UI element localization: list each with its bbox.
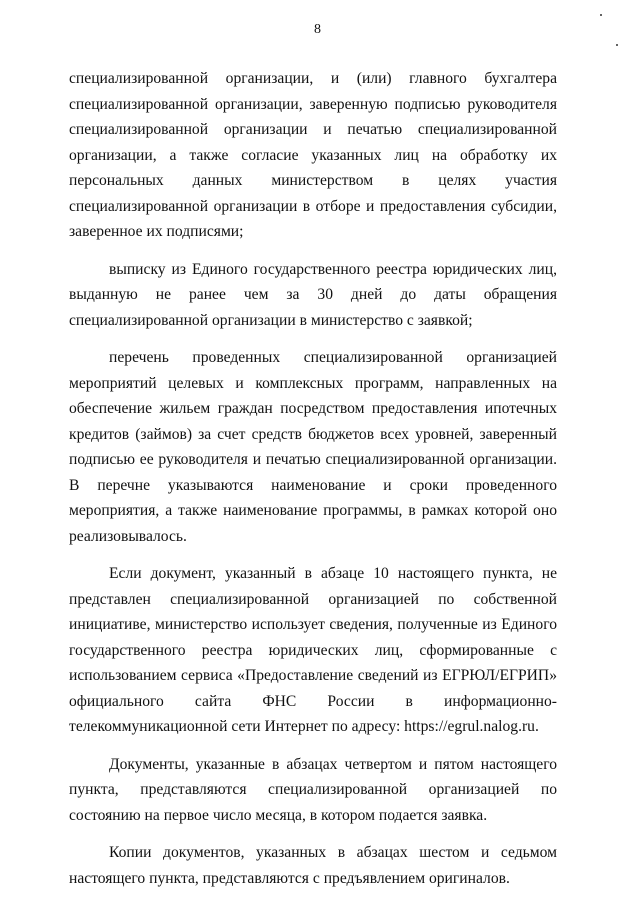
paragraph-egrul-info: Если документ, указанный в абзаце 10 настоящего пункта, не представлен специализированной организацией по собственной инициативе, министерство использует сведения, полученные из Единого государственного реестра юридических лиц, сформированные с использованием сервиса «Предоставление сведений из ЕГРЮЛ/ЕГРИП» официального сайта ФНС России в информационно-телекоммуникационной сети Интернет по адресу: https://egrul.nalog.ru. bbox=[69, 565, 557, 735]
scan-speck bbox=[616, 44, 618, 46]
paragraph-continuation: специализированной организации, и (или) главного бухгалтера специализированной организации, заверенную подписью руководителя специализированной организации и печатью специализированной организации, а также согласие указанных лиц на обработку их персональных данных министерством в целях участия специализированной организации в отборе и предоставления субсидии, заверенное их подписями; bbox=[69, 70, 557, 240]
scan-speck bbox=[600, 14, 602, 16]
paragraph-copies: Копии документов, указанных в абзацах шестом и седьмом настоящего пункта, представляются с предъявлением оригиналов. bbox=[69, 844, 557, 887]
paragraph-extract: выписку из Единого государственного реестра юридических лиц, выданную не ранее чем за 30 дней до даты обращения специализированной организации в министерство с заявкой; bbox=[69, 260, 557, 329]
paragraph-list-of-measures: перечень проведенных специализированной организацией мероприятий целевых и комплексных программ, направленных на обеспечение жильем граждан посредством предоставления ипотечных кредитов (займов) за счет средств бюджетов всех уровней, заверенный подписью ее руководителя и печатью специализированной организации. В перечне указываются наименование и сроки проведенного мероприятия, а также наименование программы, в рамках которой оно реализовывалось. bbox=[69, 349, 557, 545]
paragraph-documents-date: Документы, указанные в абзацах четвертом и пятом настоящего пункта, представляются специализированной организацией по состоянию на первое число месяца, в котором подается заявка. bbox=[69, 755, 557, 824]
page-number: 8 bbox=[314, 22, 321, 37]
document-body bbox=[69, 66, 557, 903]
